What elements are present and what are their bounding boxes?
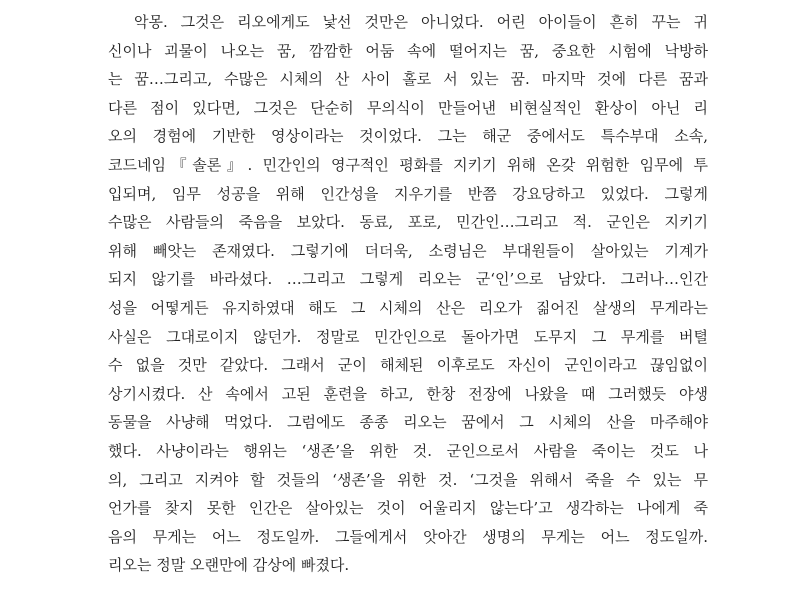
text-line-19: 음의 무게는 어느 정도일까. 그들에게서 앗아간 생명의 무게는 어느 정도일까. <box>108 527 708 546</box>
text-line-17: 의, 그리고 지켜야 할 것들의 ‘생존’을 위한 것. ‘그것을 위해서 죽을 수 있는 무 <box>108 470 708 489</box>
text-line-8: 수많은 사람들의 죽음을 보았다. 동료, 포로, 민간인…그리고 적. 군인은 지키기 <box>108 213 708 232</box>
body-paragraph <box>108 8 708 580</box>
text-line-10: 되지 않기를 바라셨다. …그리고 그렇게 리오는 군‘인’으로 남았다. 그러나…인간 <box>108 270 708 289</box>
text-line-11: 성을 어떻게든 유지하였대 해도 그 시체의 산은 리오가 짊어진 살생의 무게라는 <box>108 298 708 317</box>
text-line-13: 수 없을 것만 같았다. 그래서 군이 해체된 이후로도 자신이 군인이라고 끊임없이 <box>108 356 708 375</box>
text-line-18: 언가를 찾지 못한 인간은 살아있는 것이 어울리지 않는다’고 생각하는 나에게 죽 <box>108 499 708 518</box>
text-line-15: 동물을 사냥해 먹었다. 그럼에도 종종 리오는 꿈에서 그 시체의 산을 마주해야 <box>108 413 708 432</box>
text-line-1: 악몽. 그것은 리오에게도 낯선 것만은 아니었다. 어린 아이들이 흔히 꾸는 귀 <box>108 13 708 31</box>
text-line-9: 위해 빼앗는 존재였다. 그렇기에 더더욱, 소령님은 부대원들이 살아있는 기계가 <box>108 241 708 260</box>
text-line-5: 오의 경험에 기반한 영상이라는 것이었다. 그는 해군 중에서도 특수부대 소속, <box>108 127 708 146</box>
text-line-16: 했다. 사냥이라는 행위는 ‘생존’을 위한 것. 군인으로서 사람을 죽이는 것도 나 <box>108 441 708 460</box>
text-line-3: 는 꿈…그리고, 수많은 시체의 산 사이 홀로 서 있는 꿈. 마지막 것에 다른 꿈과 <box>108 70 708 89</box>
text-line-14: 상기시켰다. 산 속에서 고된 훈련을 하고, 한창 전장에 나왔을 때 그러했듯 야생 <box>108 384 708 403</box>
text-line-4: 다른 점이 있다면, 그것은 단순히 무의식이 만들어낸 비현실적인 환상이 아닌 리 <box>108 98 708 117</box>
text-line-6: 코드네임『솔론』. 민간인의 영구적인 평화를 지키기 위해 온갖 위험한 임무에 투 <box>108 155 708 174</box>
text-line-2: 신이나 괴물이 나오는 꿈, 깜깜한 어둠 속에 떨어지는 꿈, 중요한 시험에 낙방하 <box>108 41 708 60</box>
text-line-20: 리오는 정말 오랜만에 감상에 빠졌다. <box>108 556 350 575</box>
text-line-7: 입되며, 임무 성공을 위해 인간성을 지우기를 반쯤 강요당하고 있었다. 그렇게 <box>108 184 708 203</box>
text-line-12: 사실은 그대로이지 않던가. 정말로 민간인으로 돌아가면 도무지 그 무게를 버텰 <box>108 327 708 346</box>
